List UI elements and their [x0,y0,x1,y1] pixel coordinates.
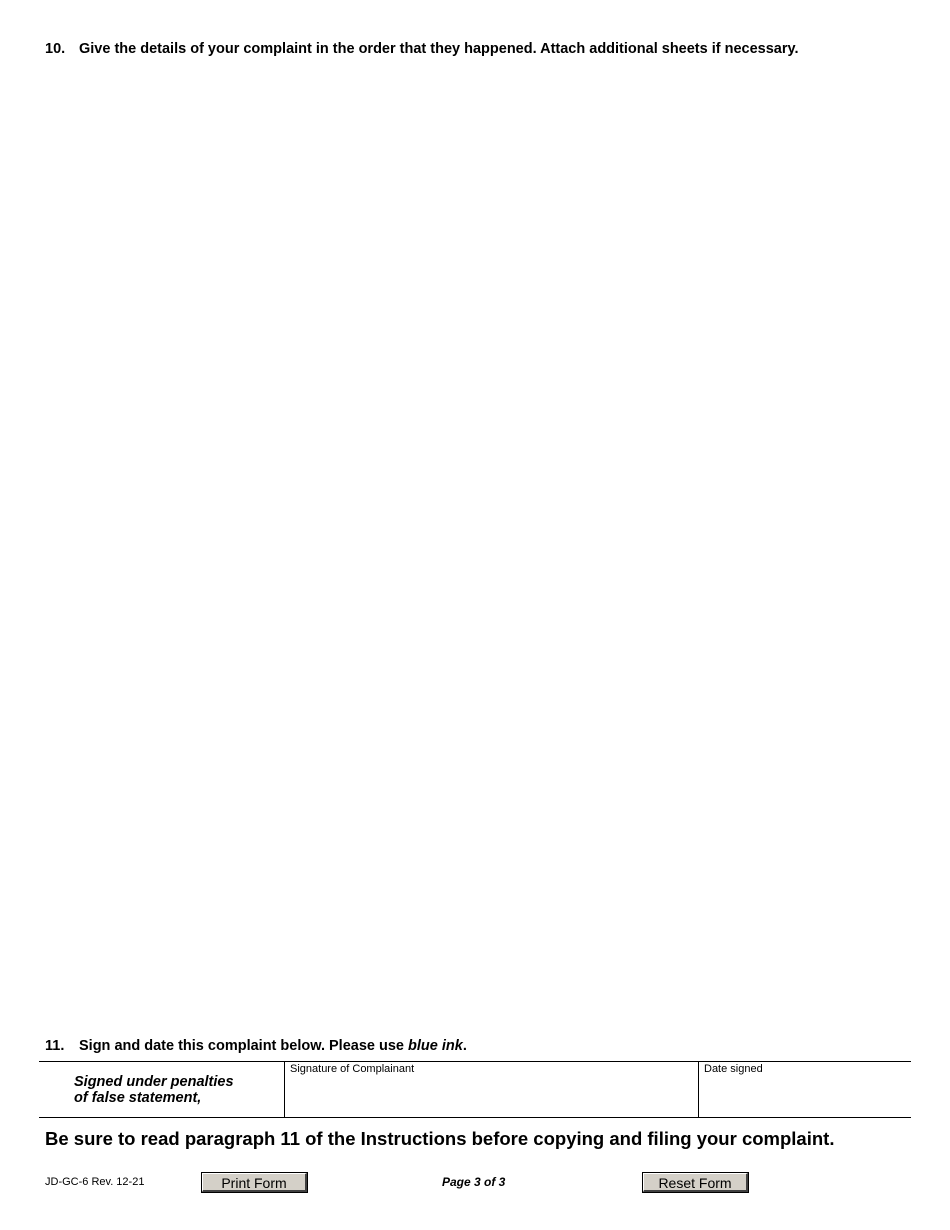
penalty-statement [74,1074,234,1106]
complaint-details-field[interactable] [45,68,910,1028]
question-10 [45,41,799,57]
question-11 [45,1038,467,1054]
penalty-statement-line-1: Signed under penalties [74,1074,234,1090]
question-11-text: Sign and date this complaint below. Please use [79,1038,409,1054]
date-signed-field[interactable] [704,1078,906,1114]
date-signed-cell [699,1062,911,1117]
penalty-statement-line-2: of false statement, [74,1090,202,1106]
question-10-number: 10. [45,41,66,57]
penalty-statement-cell [39,1062,285,1117]
print-form-button[interactable]: Print Form [202,1173,307,1192]
form-id: JD-GC-6 Rev. 12-21 [45,1176,145,1188]
page-number: Page 3 of 3 [442,1175,506,1189]
reset-form-button[interactable]: Reset Form [643,1173,748,1192]
question-11-number: 11. [45,1038,65,1054]
signature-label: Signature of Complainant [290,1063,415,1075]
question-10-text: Give the details of your complaint in the order that they happened. Attach additional sheets if necessary. [79,41,799,57]
filing-notice: Be sure to read paragraph 11 of the Instructions before copying and filing your complaint. [45,1128,835,1149]
signature-table [39,1061,911,1118]
question-11-period: . [462,1038,467,1054]
signature-cell [285,1062,699,1117]
question-11-emphasis: blue ink [408,1038,463,1054]
signature-field[interactable] [290,1078,693,1114]
date-signed-label: Date signed [704,1063,763,1075]
